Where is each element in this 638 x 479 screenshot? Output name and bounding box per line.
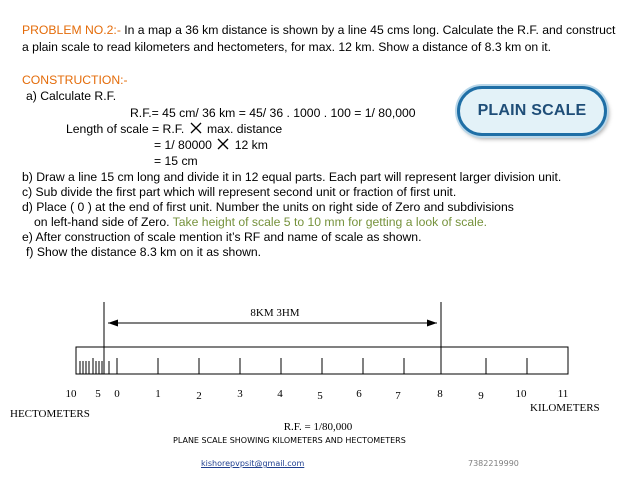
equation-line-2: = 15 cm [154,154,198,168]
rf-calculation: R.F.= 45 cm/ 36 km = 45/ 36 . 1000 . 100 = 1/ 80,000 [130,106,416,120]
rf-label: R.F. = 1/80,000 [283,421,353,433]
arrow-right-icon [427,320,437,327]
kilometers-label: KILOMETERS [530,402,600,414]
phone-number: 7382219990 [468,459,519,468]
step-d-black: on left-hand side of Zero. [34,215,170,229]
division-label-6: 6 [356,388,362,400]
division-label-8: 8 [437,388,443,400]
eq1-prefix: = 1/ 80000 [154,138,212,152]
subdivision-label-10: 10 [65,388,77,400]
eq1-suffix: 12 km [234,138,268,152]
length-prefix: Length of scale = R.F. [66,122,185,136]
division-label-11: 11 [557,388,569,400]
step-a: a) Calculate R.F. [26,89,117,103]
construction-heading: CONSTRUCTION:- [22,73,128,87]
division-label-2: 2 [196,390,202,402]
problem-text-1: In a map a 36 km distance is shown by a line 45 cms long. Calculate the R.F. and construct [120,23,616,37]
subdivision-label-5: 5 [95,388,101,400]
badge-label: PLAIN SCALE [477,102,587,119]
division-label-5: 5 [317,390,323,402]
distance-label: 8KM 3HM [250,307,300,319]
email-link[interactable]: kishorepvpsit@gmail.com [201,459,305,468]
division-label-9: 9 [478,390,484,402]
problem-line-2: a plain scale to read kilometers and hectometers, for max. 12 km. Show a distance of 8.3 km on it. [22,40,552,54]
step-d-olive: Take height of scale 5 to 10 mm for getting a look of scale. [169,215,488,229]
step-d: d) Place ( 0 ) at the end of first unit. Number the units on right side of Zero and subdivisions [22,200,514,214]
length-suffix: max. distance [207,122,283,136]
division-label-4: 4 [277,388,283,400]
division-label-10: 10 [515,388,527,400]
division-label-1: 1 [155,388,161,400]
division-label-3: 3 [237,388,243,400]
division-label-0: 0 [114,388,120,400]
hectometers-label: HECTOMETERS [10,408,90,420]
scale-ticks [80,358,527,374]
division-label-7: 7 [395,390,401,402]
scale-caption: PLANE SCALE SHOWING KILOMETERS AND HECTOMETERS [173,436,406,445]
step-e: e) After construction of scale mention it’s RF and name of scale as shown. [22,230,422,244]
problem-label: PROBLEM NO.2:- [22,23,121,37]
step-b: b) Draw a line 15 cm long and divide it in 12 equal parts. Each part will represent larger division unit. [22,170,562,184]
step-f: f) Show the distance 8.3 km on it as shown. [26,245,262,259]
arrow-left-icon [108,320,118,327]
step-c: c) Sub divide the first part which will represent second unit or fraction of first unit. [22,185,457,199]
